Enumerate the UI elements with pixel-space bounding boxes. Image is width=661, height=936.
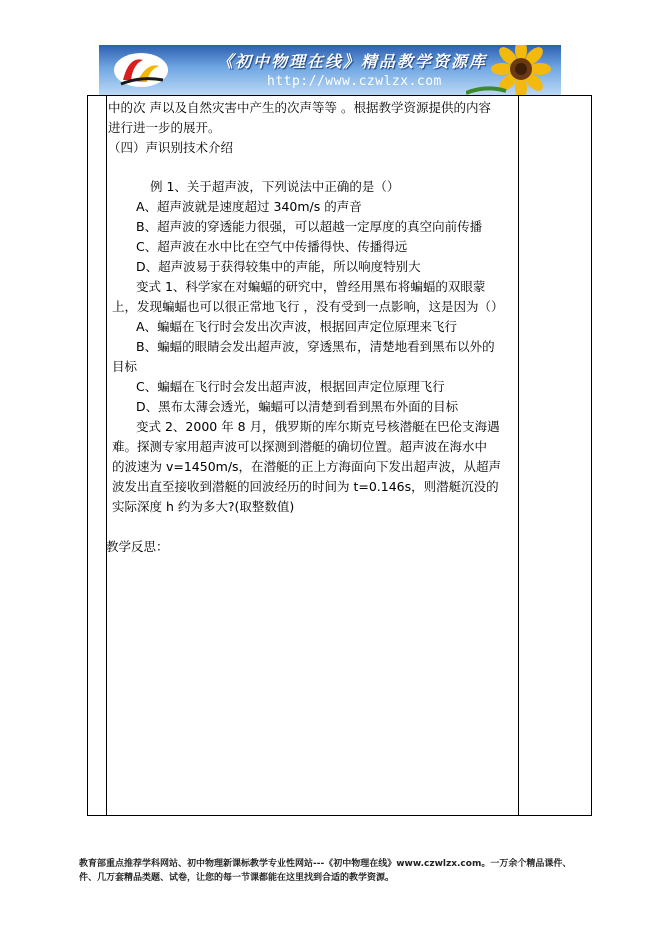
option-d: D、超声波易于获得较集中的声能，所以响度特别大 [136, 259, 421, 274]
variant-1-question-cont: 上，发现蝙蝠也可以很正常地飞行 ，没有受到一点影响，这是因为（） [112, 299, 504, 314]
variant-2-line: 的波速为 v=1450m/s，在潜艇的正上方海面向下发出超声波，从超声 [112, 459, 502, 474]
reflection-label: 教学反思： [106, 539, 169, 554]
variant-2-question: 变式 2、2000 年 8 月，俄罗斯的库尔斯克号核潜艇在巴伦支海遇 [136, 419, 500, 434]
table-inner-right-divider [518, 95, 519, 816]
table-right-border [591, 95, 592, 816]
site-url[interactable]: http://www.czwlzx.com [267, 74, 442, 89]
section-heading: （四）声识别技术介绍 [108, 140, 234, 155]
variant-1-question: 变式 1、科学家在对蝙蝠的研究中，曾经用黑布将蝙蝠的双眼蒙 [136, 279, 486, 294]
variant-2-line: 实际深度 h 约为多大?(取整数值) [112, 499, 295, 514]
footer-line-2: 件、几万套精品类题、试卷，让您的每一节课都能在这里找到合适的教学资源。 [79, 873, 395, 883]
variant-1-option-b-cont: 目标 [112, 359, 138, 374]
variant-1-option-d: D、黑布太薄会透光，蝙蝠可以清楚到看到黑布外面的目标 [136, 399, 459, 414]
option-c: C、超声波在水中比在空气中传播得快、传播得远 [136, 239, 408, 254]
option-a: A、超声波就是速度超过 340m/s 的声音 [136, 199, 362, 214]
example-question: 例 1、关于超声波，下列说法中正确的是（） [150, 179, 400, 194]
variant-2-line: 难。探测专家用超声波可以探测到潜艇的确切位置。超声波在海水中 [112, 439, 488, 454]
variant-1-option-c: C、蝙蝠在飞行时会发出超声波，根据回声定位原理飞行 [136, 379, 445, 394]
table-left-border [87, 95, 88, 816]
sunflower-icon [466, 45, 561, 95]
header-banner [99, 45, 561, 95]
content-line: 进行进一步的展开。 [108, 120, 221, 135]
site-title: 《初中物理在线》精品教学资源库 [217, 52, 488, 71]
variant-1-option-a: A、蝙蝠在飞行时会发出次声波，根据回声定位原理来飞行 [136, 319, 458, 334]
variant-1-option-b: B、蝙蝠的眼睛会发出超声波，穿透黑布，清楚地看到黑布以外的 [136, 339, 495, 354]
table-inner-left-divider [106, 95, 107, 816]
variant-2-line: 波发出直至接收到潜艇的回波经历的时间为 t=0.146s，则潜艇沉没的 [112, 479, 499, 494]
content-line: 中的次 声以及自然灾害中产生的次声等等 。根据教学资源提供的内容 [108, 100, 491, 115]
table-bottom-border [87, 815, 592, 816]
table-top-border [87, 95, 592, 96]
option-b: B、超声波的穿透能力很强，可以超越一定厚度的真空向前传播 [136, 219, 483, 234]
footer-line-1: 教育部重点推荐学科网站、初中物理新课标教学专业性网站---《初中物理在线》www.czwlzx.com。一万余个精品课件、 [79, 859, 572, 869]
site-logo-icon [113, 50, 169, 90]
